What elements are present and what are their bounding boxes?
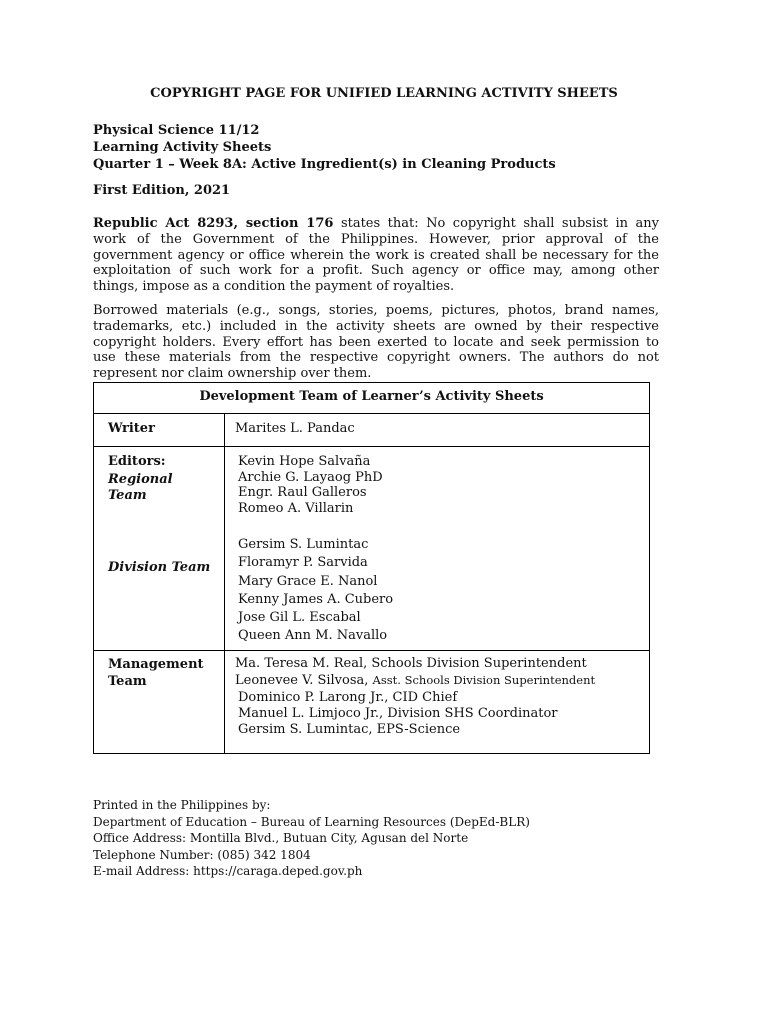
row-divider bbox=[94, 413, 649, 414]
paragraph-line: use these materials from the respective copyright owners. The authors do not bbox=[93, 350, 659, 366]
list-item: Leonevee V. Silvosa, Asst. Schools Division Superintendent bbox=[235, 673, 596, 689]
footer-line: Office Address: Montilla Blvd., Butuan City, Agusan del Norte bbox=[93, 831, 469, 846]
list-item: Gersim S. Lumintac, EPS-Science bbox=[238, 722, 461, 738]
editors-label: Editors: bbox=[108, 454, 166, 469]
law-citation: Republic Act 8293, section 176 bbox=[93, 216, 334, 231]
page-title: COPYRIGHT PAGE FOR UNIFIED LEARNING ACTIVITY SHEETS bbox=[150, 86, 618, 101]
sheet-type: Learning Activity Sheets bbox=[93, 140, 272, 155]
edition: First Edition, 2021 bbox=[93, 183, 231, 198]
paragraph-line: government agency or office wherein the work is created shall be necessary for the bbox=[93, 247, 659, 263]
regional-team-list bbox=[238, 454, 383, 517]
copyright-law-paragraph bbox=[93, 216, 659, 295]
footer-line: Department of Education – Bureau of Learning Resources (DepEd-BLR) bbox=[93, 814, 530, 829]
division-team-list bbox=[238, 536, 393, 646]
list-item: Manuel L. Limjoco Jr., Division SHS Coordinator bbox=[238, 705, 558, 721]
publisher-info bbox=[93, 797, 530, 880]
column-divider bbox=[224, 413, 225, 753]
regional-team-label: Regional bbox=[108, 472, 173, 487]
list-item: Engr. Raul Galleros bbox=[238, 485, 367, 501]
row-divider bbox=[94, 650, 649, 651]
division-team-label: Division Team bbox=[108, 560, 211, 575]
paragraph-line: represent nor claim ownership over them. bbox=[93, 366, 372, 382]
writer-label: Writer bbox=[108, 421, 155, 436]
paragraph-line: trademarks, etc.) included in the activity sheets are owned by their respective bbox=[93, 318, 659, 334]
paragraph-line: Republic Act 8293, section 176 states that: No copyright shall subsist in any bbox=[93, 216, 659, 231]
list-item: Archie G. Layaog PhD bbox=[238, 469, 383, 485]
footer-line: Printed in the Philippines by: bbox=[93, 798, 271, 812]
management-team-label: Management bbox=[108, 657, 204, 672]
list-item: Kevin Hope Salvaña bbox=[238, 454, 371, 469]
row-divider bbox=[94, 446, 649, 447]
list-item: Queen Ann M. Navallo bbox=[238, 628, 388, 644]
footer-line: E-mail Address: https://caraga.deped.gov.ph bbox=[93, 864, 363, 879]
list-item: Dominico P. Larong Jr., CID Chief bbox=[238, 689, 458, 705]
development-team-table bbox=[93, 382, 650, 754]
writer-name: Marites L. Pandac bbox=[235, 421, 355, 436]
paragraph-line: work of the Government of the Philippines. However, prior approval of the bbox=[93, 231, 659, 247]
management-team-list bbox=[235, 656, 595, 738]
list-item: Ma. Teresa M. Real, Schools Division Superintendent bbox=[235, 656, 587, 671]
regional-team-label: Team bbox=[108, 488, 147, 503]
list-item: Romeo A. Villarin bbox=[238, 501, 354, 517]
list-item: Gersim S. Lumintac bbox=[238, 537, 369, 552]
paragraph-line: Borrowed materials (e.g., songs, stories, poems, pictures, photos, brand names, bbox=[93, 303, 659, 318]
subject-title: Physical Science 11/12 bbox=[93, 123, 260, 138]
paragraph-line: exploitation of such work for a profit. Such agency or office may, among other bbox=[93, 263, 659, 279]
list-item: Floramyr P. Sarvida bbox=[238, 555, 368, 571]
footer-line: Telephone Number: (085) 342 1804 bbox=[93, 847, 311, 862]
table-heading: Development Team of Learner’s Activity Sheets bbox=[199, 389, 544, 404]
paragraph-line: things, impose as a condition the payment of royalties. bbox=[93, 279, 455, 295]
paragraph-line: copyright holders. Every effort has been exerted to locate and seek permission to bbox=[93, 334, 659, 350]
list-item: Mary Grace E. Nanol bbox=[238, 573, 378, 589]
list-item: Kenny James A. Cubero bbox=[238, 591, 394, 607]
list-item: Jose Gil L. Escabal bbox=[238, 610, 361, 626]
management-team-label: Team bbox=[108, 674, 147, 689]
quarter-week-title: Quarter 1 – Week 8A: Active Ingredient(s) in Cleaning Products bbox=[93, 157, 556, 172]
borrowed-materials-paragraph bbox=[93, 303, 659, 382]
